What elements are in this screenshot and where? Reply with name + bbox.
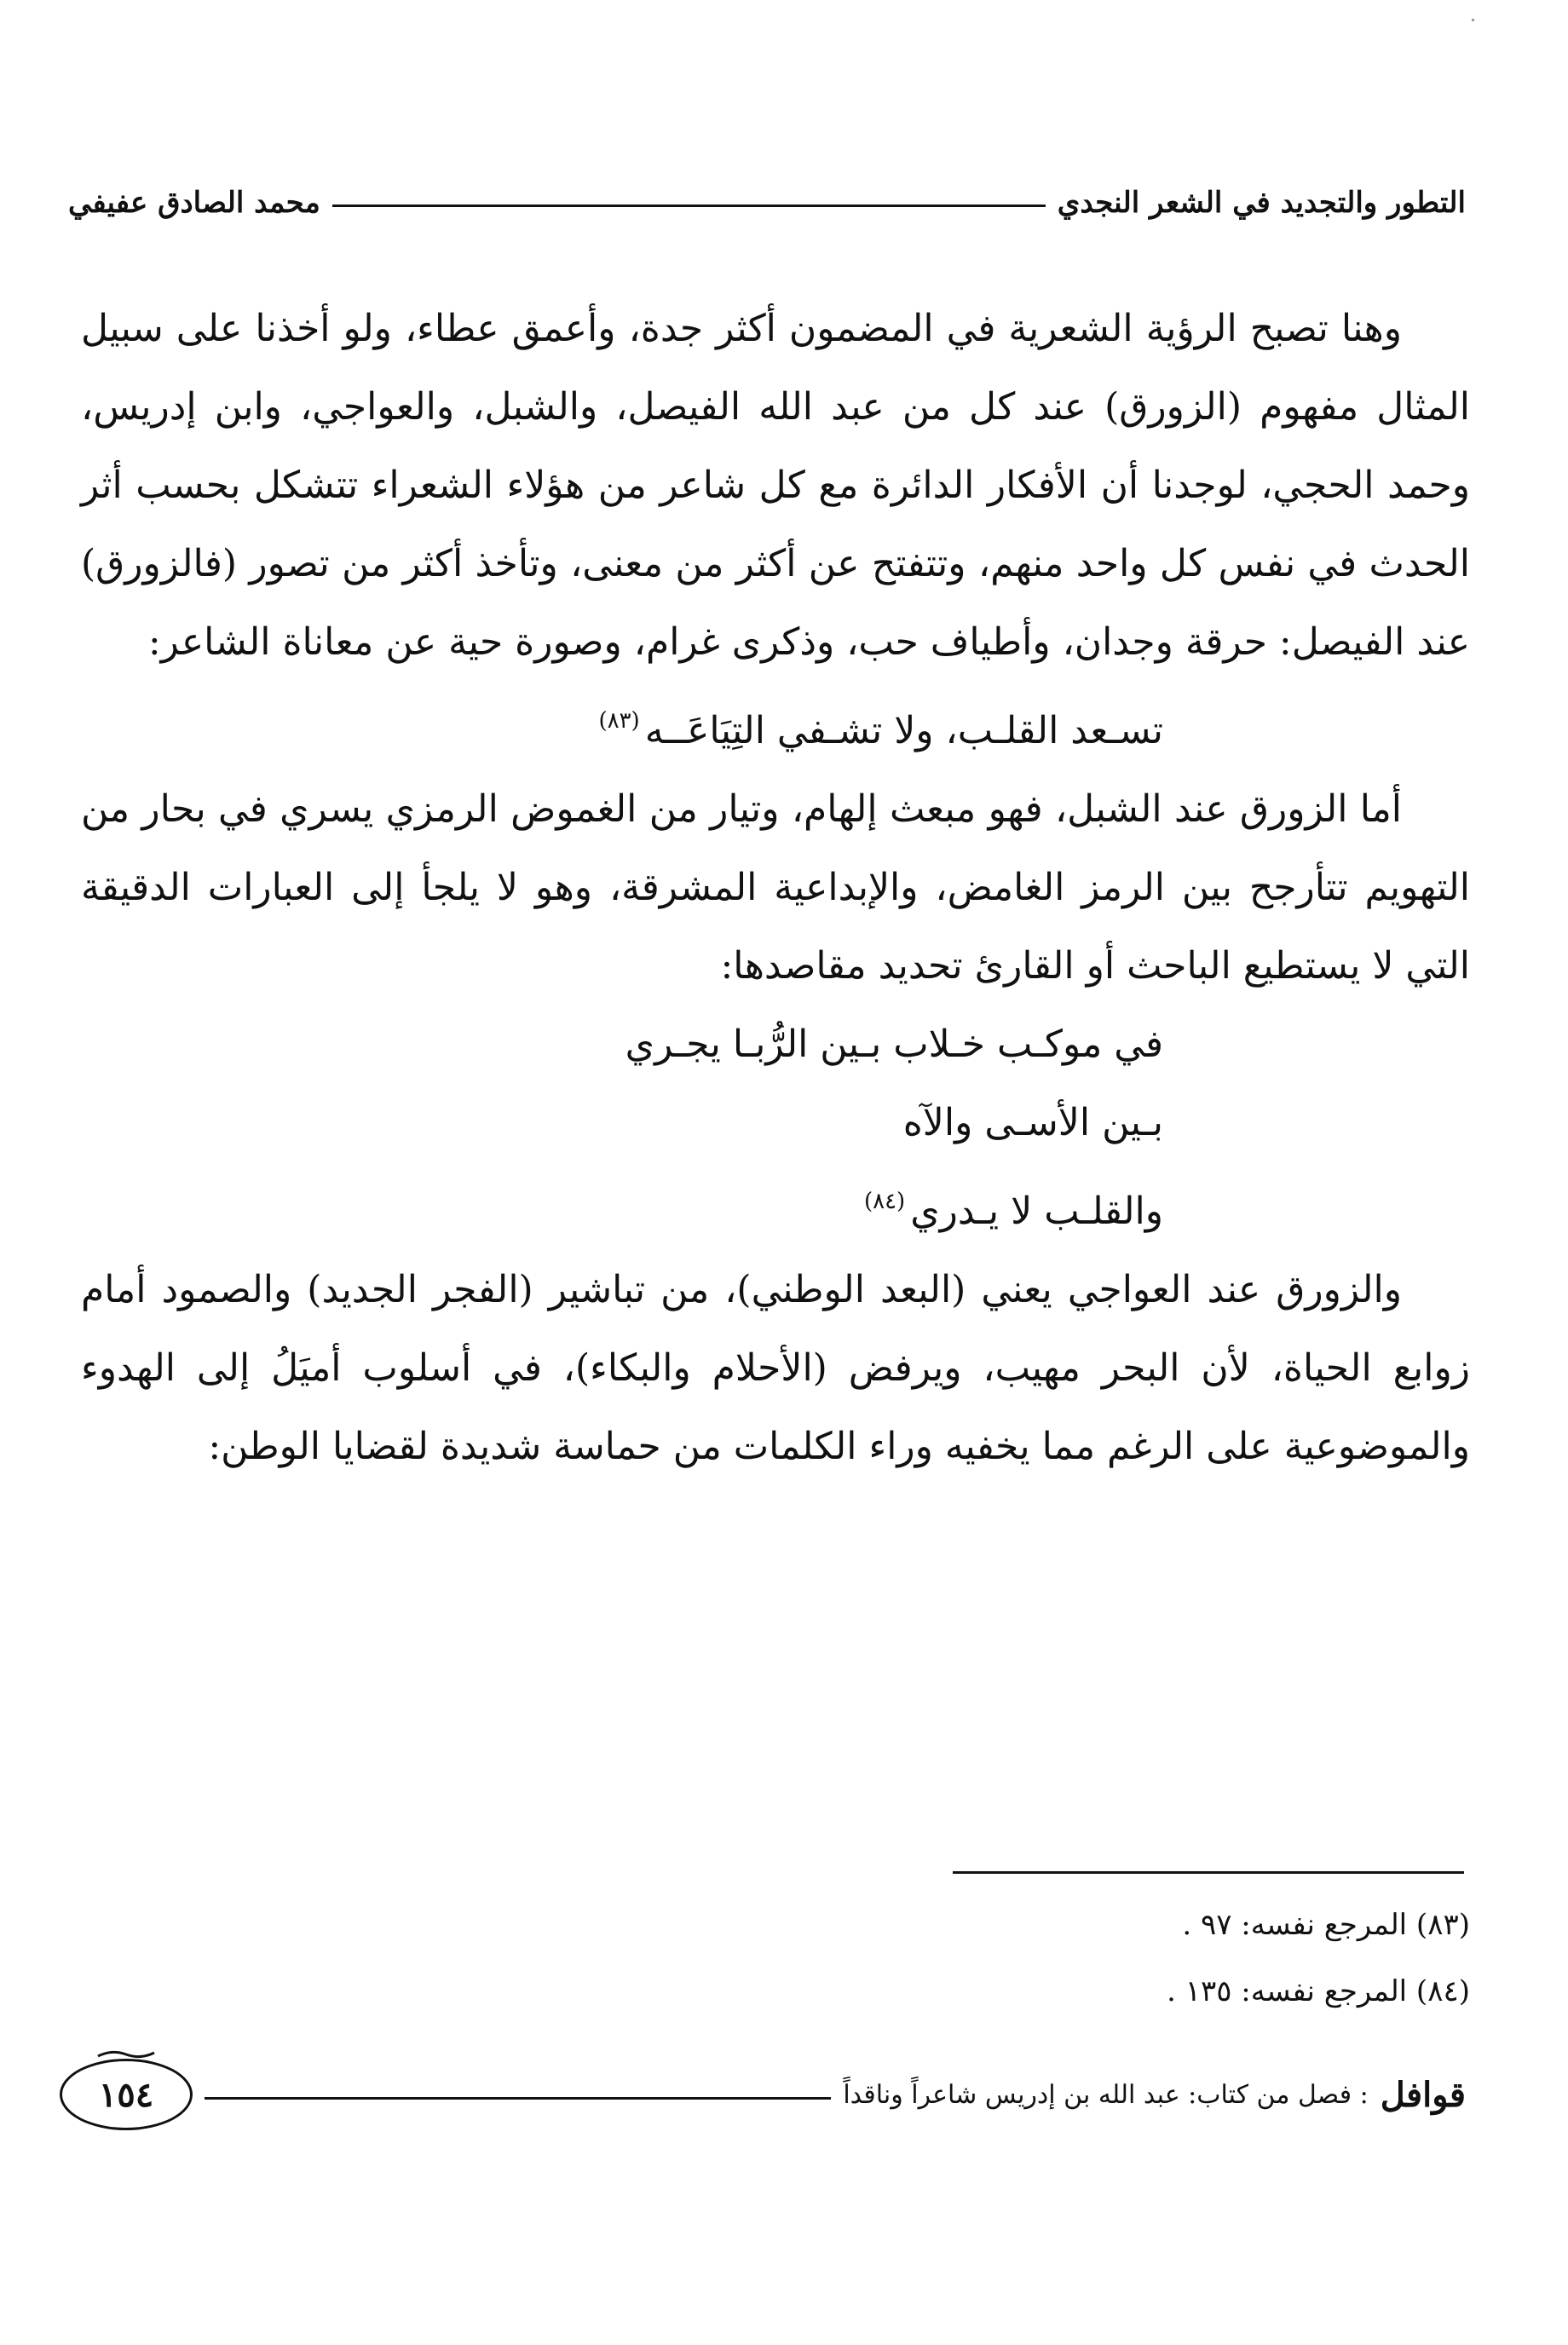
verse-2-line-3-wrap [81,1162,1163,1251]
header-author: محمد الصادق عفيفي [68,186,320,220]
footer-rule [205,2097,831,2100]
footer-brand: قوافل [1380,2074,1466,2115]
footnote-83: (٨٣) المرجع نفسه: ٩٧ . [1182,1908,1470,1942]
footnote-ref-83: (٨٣) [598,708,640,734]
footnote-84: (٨٤) المرجع نفسه: ١٣٥ . [1167,1974,1470,2008]
paragraph-3: والزورق عند العواجي يعني (البعد الوطني)، من تباشير (الفجر الجديد) والصمود أمام زوابع الحياة، لأن البحر مهيب، ويرفض (الأحلام والبكاء)، في أسلوب أميَلُ إلى الهدوء والموضوعية على الرغم مما يخفيه وراء الكلمات من حماسة شديدة لقضايا الوطن: [81,1268,1470,1468]
verse-1 [81,682,1470,770]
page-number: ١٥٤ [98,2074,154,2115]
verse-2-line-1: في موكـب خـلاب بـين الرُّبـا يجـري [625,1023,1163,1066]
running-header [68,177,1466,228]
verse-2-line-2: بـين الأسـى والآه [902,1101,1163,1144]
paragraph-1: وهنا تصبح الرؤية الشعرية في المضمون أكثر جدة، وأعمق عطاء، ولو أخذنا على سبيل المثال مفهوم (الزورق) عند كل من عبد الله الفيصل، والشبل، والعواجي، وابن إدريس، وحمد الحجي، لوجدنا أن الأفكار الدائرة مع كل شاعر من هؤلاء الشعراء تتشكل بحسب أثر الحدث في نفس كل واحد منهم، وتتفتح عن أكثر من معنى، وتأخذ أكثر من تصور (فالزورق) عند الفيصل: حرقة وجدان، وأطياف حب، وذكرى غرام، وصورة حية عن معاناة الشاعر: [81,307,1470,664]
footnotes [81,1892,1470,2025]
scan-speck [1472,19,1474,21]
verse-1-line: تسـعد القلـب، ولا تشـفي التِيَاعَــه [644,709,1163,752]
page-footer [60,2052,1466,2137]
page-number-oval [60,2059,193,2130]
paragraph-2: أما الزورق عند الشبل، فهو مبعث إلهام، وتيار من الغموض الرمزي يسري في بحار من التهويم تتأرجح بين الرمز الغامض، والإبداعية المشرقة، وهو لا يلجأ إلى العبارات الدقيقة التي لا يستطيع الباحث أو القارئ تحديد مقاصدها: [81,787,1470,988]
ornament-icon [96,2049,156,2060]
verse-2 [81,1005,1470,1251]
main-text [81,290,1470,1486]
footnote-separator [953,1871,1464,1874]
footer-book-title: : فصل من كتاب: عبد الله بن إدريس شاعراً وناقداً [843,2079,1369,2110]
header-book-title: التطور والتجديد في الشعر النجدي [1057,186,1466,220]
verse-2-line-3: والقلـب لا يـدري [910,1190,1163,1233]
footnote-ref-84: (٨٤) [863,1189,906,1214]
header-rule [332,205,1046,207]
